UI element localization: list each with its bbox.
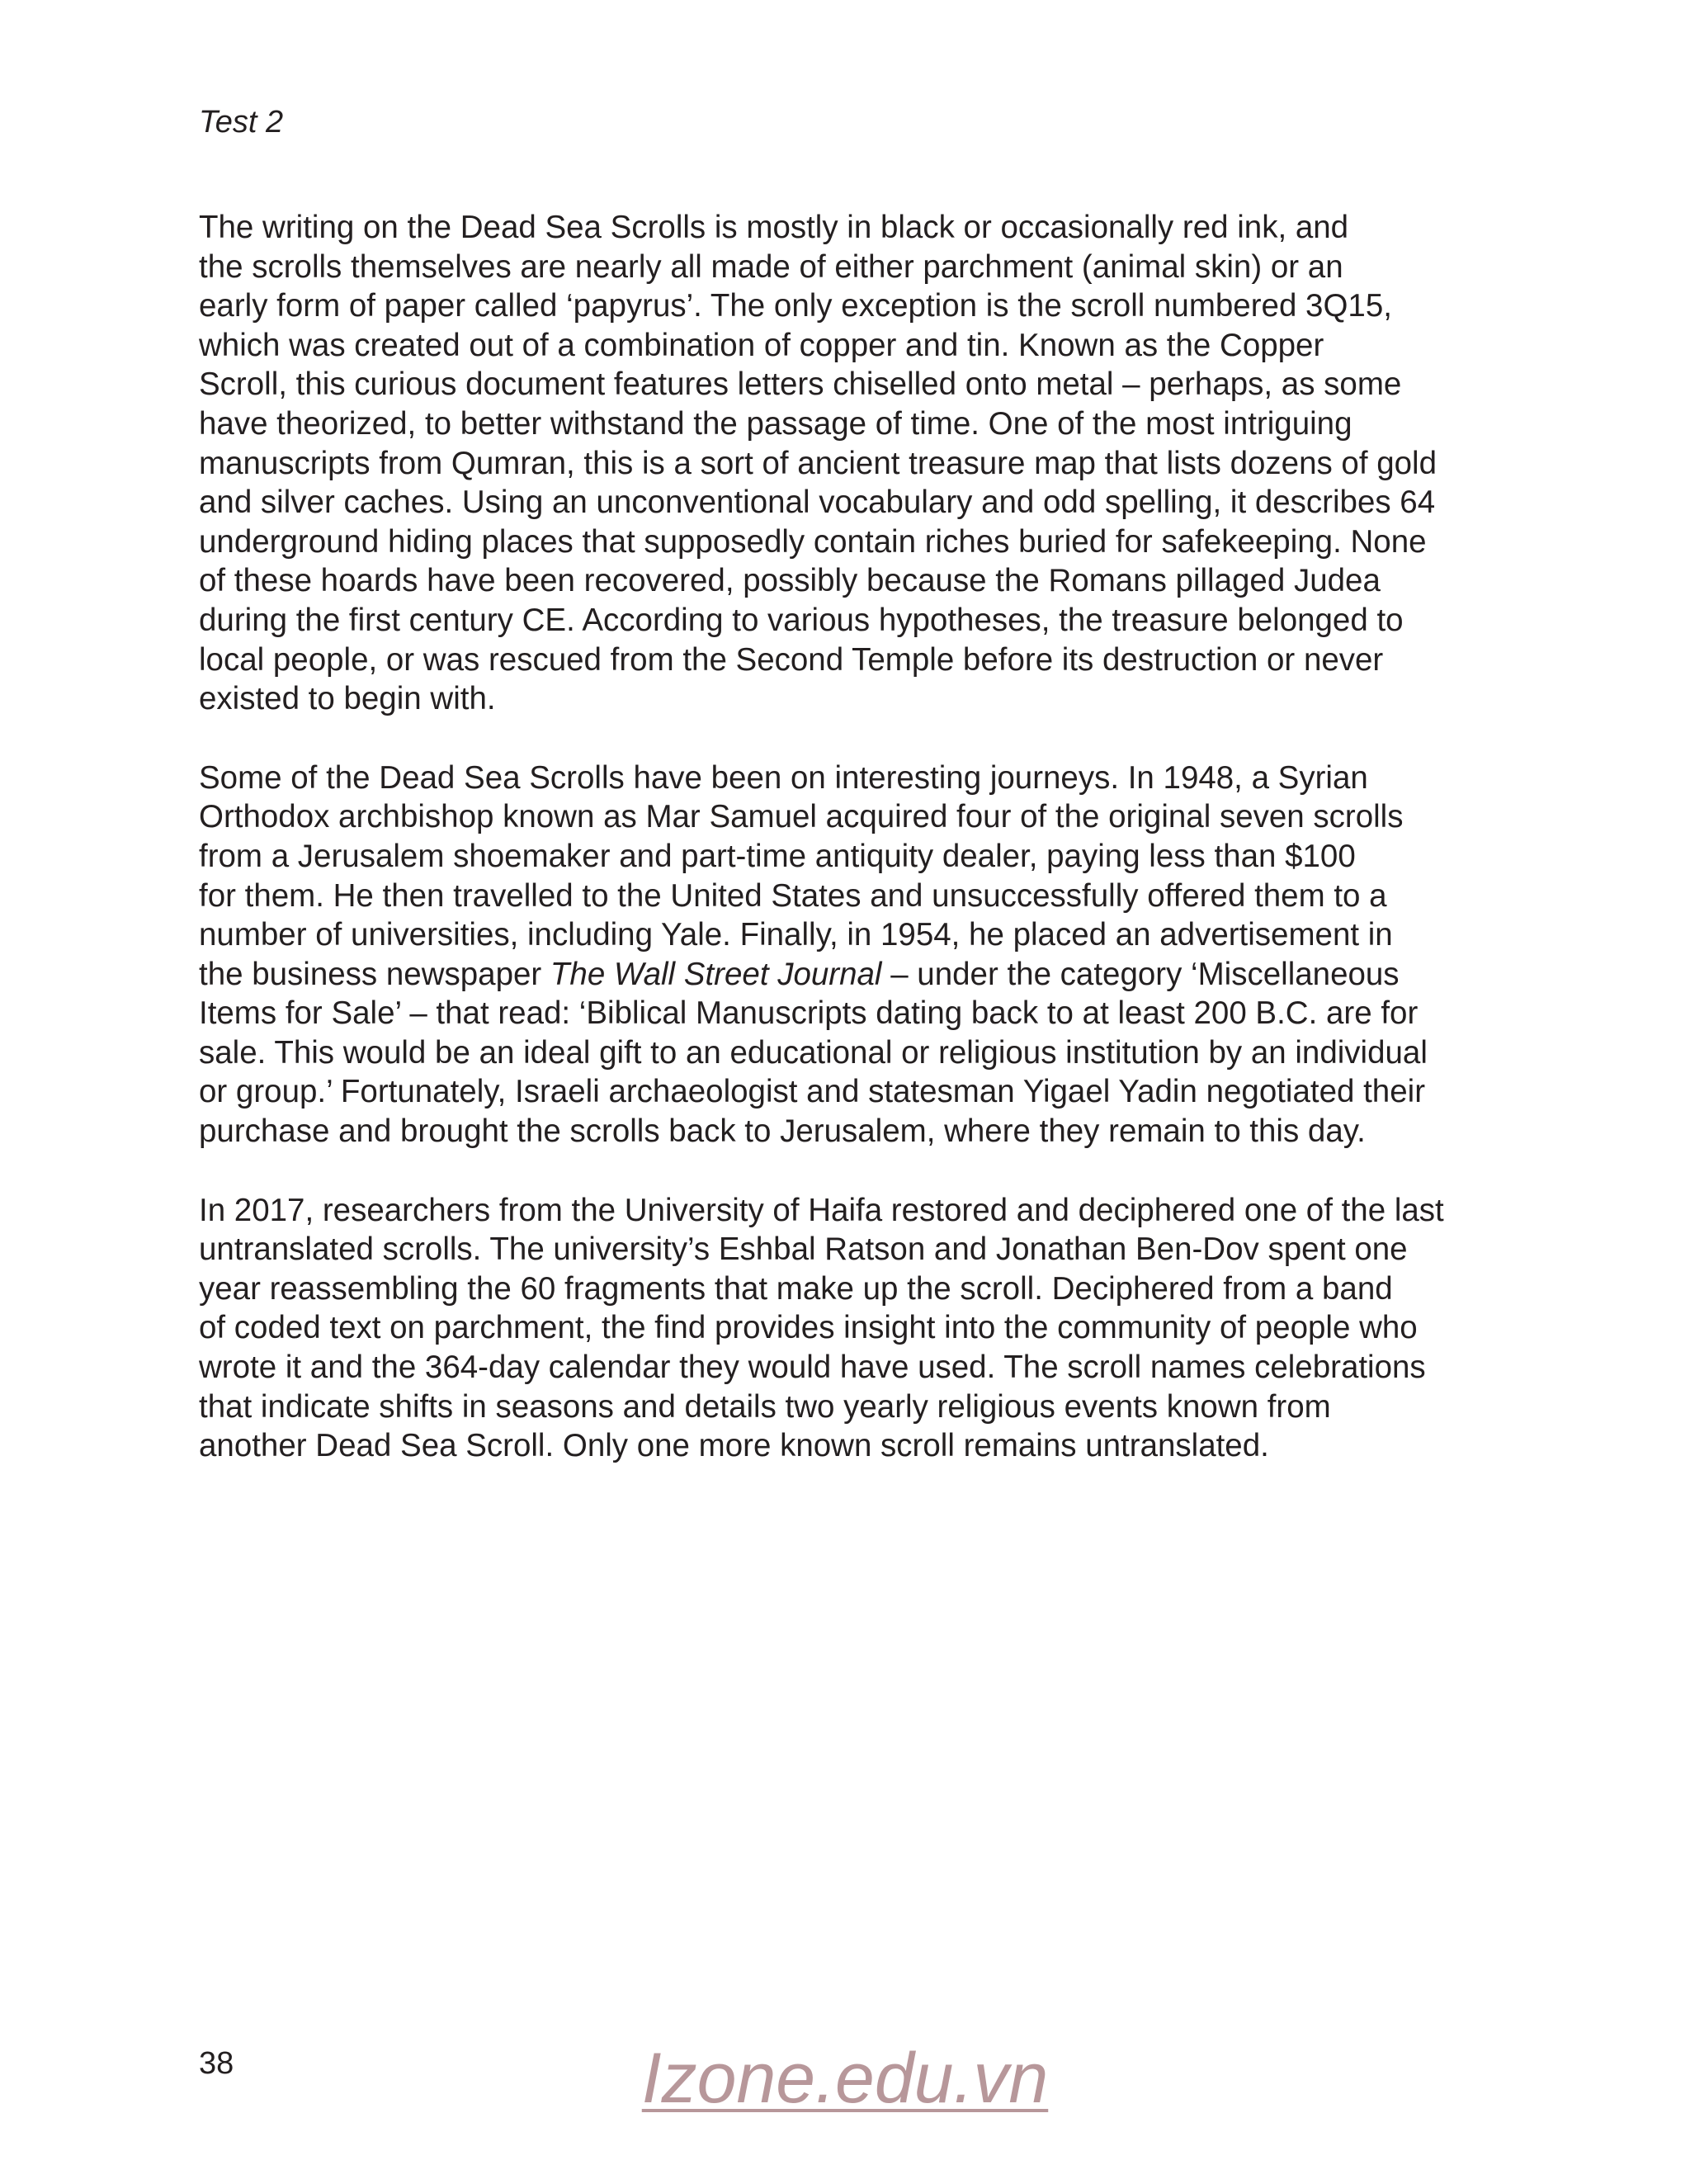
text-line: from a Jerusalem shoemaker and part-time antiquity dealer, paying less than $100 — [199, 838, 1356, 874]
text-line: Orthodox archbishop known as Mar Samuel acquired four of the original seven scrolls — [199, 799, 1404, 835]
text-line: during the first century CE. According to various hypotheses, the treasure belonged to — [199, 602, 1404, 638]
text-line: The writing on the Dead Sea Scrolls is mostly in black or occasionally red ink, and — [199, 210, 1349, 245]
text-line: sale. This would be an ideal gift to an educational or religious institution by an individual — [199, 1034, 1428, 1071]
paragraph-journeys — [199, 759, 1519, 1151]
text-line: In 2017, researchers from the University of Haifa restored and deciphered one of the last — [199, 1192, 1444, 1228]
page-number: 38 — [199, 2046, 234, 2081]
text-line: of coded text on parchment, the find provides insight into the community of people who — [199, 1310, 1418, 1346]
text-line-with-italic — [199, 955, 1519, 995]
text-line: the scrolls themselves are nearly all made of either parchment (animal skin) or an — [199, 248, 1343, 285]
watermark-link[interactable]: Izone.edu.vn — [641, 2039, 1049, 2118]
text-line: untranslated scrolls. The university’s Eshbal Ratson and Jonathan Ben-Dov spent one — [199, 1231, 1408, 1268]
test-label: Test 2 — [199, 105, 284, 139]
article-body — [199, 208, 1519, 1506]
text-line: of these hoards have been recovered, possibly because the Romans pillaged Judea — [199, 563, 1381, 599]
text-line: another Dead Sea Scroll. Only one more known scroll remains untranslated. — [199, 1428, 1269, 1464]
paragraph-haifa-research — [199, 1191, 1519, 1466]
text-segment: the business newspaper — [199, 956, 550, 992]
text-line: manuscripts from Qumran, this is a sort of ancient treasure map that lists dozens of gold — [199, 445, 1437, 481]
text-line: existed to begin with. — [199, 681, 496, 717]
text-line: Some of the Dead Sea Scrolls have been on interesting journeys. In 1948, a Syrian — [199, 759, 1368, 796]
text-line: have theorized, to better withstand the passage of time. One of the most intriguing — [199, 405, 1352, 442]
text-line: which was created out of a combination of copper and tin. Known as the Copper — [199, 327, 1324, 363]
newspaper-title: The Wall Street Journal — [550, 956, 882, 992]
paragraph-copper-scroll — [199, 208, 1519, 719]
text-line: number of universities, including Yale. Finally, in 1954, he placed an advertisement in — [199, 917, 1393, 953]
text-line: Scroll, this curious document features letters chiselled onto metal – perhaps, as some — [199, 366, 1402, 403]
text-line: wrote it and the 364-day calendar they would have used. The scroll names celebrations — [199, 1350, 1426, 1386]
text-segment: – under the category ‘Miscellaneous — [881, 956, 1400, 992]
text-line: early form of paper called ‘papyrus’. The only exception is the scroll numbered 3Q15, — [199, 288, 1392, 324]
text-line: purchase and brought the scrolls back to Jerusalem, where they remain to this day. — [199, 1113, 1366, 1150]
text-line: and silver caches. Using an unconventional vocabulary and odd spelling, it describes 64 — [199, 485, 1436, 521]
text-line: underground hiding places that supposedly contain riches buried for safekeeping. None — [199, 523, 1427, 560]
text-line: local people, or was rescued from the Second Temple before its destruction or never — [199, 641, 1384, 678]
text-line: that indicate shifts in seasons and details two yearly religious events known from — [199, 1388, 1331, 1425]
text-line: or group.’ Fortunately, Israeli archaeologist and statesman Yigael Yadin negotiated their — [199, 1074, 1426, 1110]
text-line: year reassembling the 60 fragments that make up the scroll. Deciphered from a band — [199, 1270, 1393, 1307]
text-line: Items for Sale’ – that read: ‘Biblical Manuscripts dating back to at least 200 B.C. are for — [199, 995, 1419, 1032]
text-line: for them. He then travelled to the United States and unsuccessfully offered them to a — [199, 877, 1387, 914]
